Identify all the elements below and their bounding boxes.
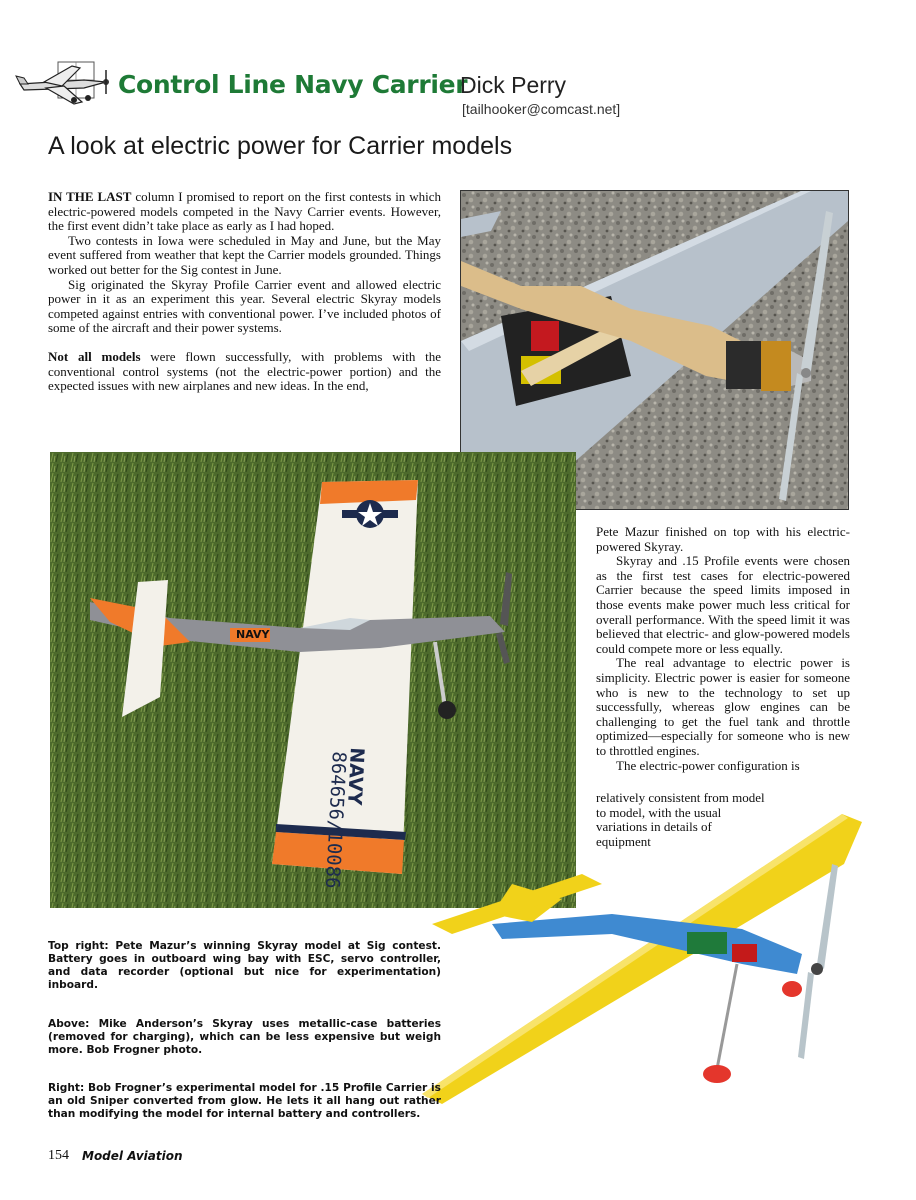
article-title: A look at electric power for Carrier models <box>48 132 513 160</box>
paragraph-4: Not all models were flown successfully, with problems with the conventional control systems (not the electric-power portion) and the expected issues with new airplanes and new ideas. In the end, <box>48 348 441 394</box>
caption-right-photo: Right: Bob Frogner’s experimental model for .15 Profile Carrier is an old Sniper converted from glow. He lets it all hang out rather than modifying the model for internal battery and controllers. <box>48 1082 441 1120</box>
lead-in: IN THE LAST <box>48 189 132 204</box>
magazine-name: Model Aviation <box>82 1149 183 1163</box>
page-number: 154 <box>48 1148 69 1163</box>
paragraph-7: The real advantage to electric power is simplicity. Electric power is easier for someone who is new to the technology to set up successfully, whereas glow engines can be challenging to get the fuel tank and throttle optimized—especially for someone who is new to throttled engines. <box>596 655 850 758</box>
column-logo-airplane <box>14 60 114 116</box>
caption-top-right-photo: Top right: Pete Mazur’s winning Skyray model at Sig contest. Battery goes in outboard wing bay with ESC, servo controller, and data recorder (optional but nice for experimentation) inboard. <box>48 940 441 991</box>
lead-in: Not all models <box>48 348 141 364</box>
fuselage-navy-marking: NAVY <box>236 628 270 641</box>
column-title: Control Line Navy Carrier <box>118 70 468 99</box>
paragraph-5: Pete Mazur finished on top with his electric-powered Skyray. <box>596 524 850 554</box>
paragraph-1: IN THE LAST column I promised to report on the first contests in which electric-powered models competed in the Navy Carrier events. However, the first event didn’t take place as early as I had hoped. <box>48 189 441 234</box>
photo-sniper-yellow <box>412 804 868 1104</box>
body-column-left <box>48 190 441 394</box>
paragraph-3: Sig originated the Skyray Profile Carrier event and allowed electric power in it as an experiment this year. Several electric Skyray models competed against entries with conventional power. I’ve included photos of some of the aircraft and their power systems. <box>48 276 441 336</box>
paragraph-2: Two contests in Iowa were scheduled in May and June, but the May event suffered from weather that kept the Carrier models grounded. Things worked out better for the Sig contest in June. <box>48 232 441 277</box>
body-column-right <box>596 525 850 773</box>
wing-serial-marking: 864656/10086 <box>320 750 350 890</box>
paragraph-8-start: The electric-power configuration is <box>616 757 800 773</box>
paragraph-6: Skyray and .15 Profile events were chosen as the first test cases for electric-powered Carrier because the speed limits imposed in those events make power much less critical for overall performance. With the speed limit it was believed that electric- and glow-powered models could compete more or less equally. <box>596 553 850 656</box>
wing-navy-marking: NAVY <box>343 746 368 806</box>
author-name: Dick Perry <box>460 72 567 98</box>
author-email[interactable]: [tailhooker@comcast.net] <box>462 101 621 117</box>
caption-above-photo: Above: Mike Anderson’s Skyray uses metallic-case batteries (removed for charging), which can be less expensive but weigh more. Bob Frogner photo. <box>48 1018 441 1056</box>
paragraph-8-cont: relatively consistent from model to model, with the usual variations in details of equipment <box>596 790 765 849</box>
